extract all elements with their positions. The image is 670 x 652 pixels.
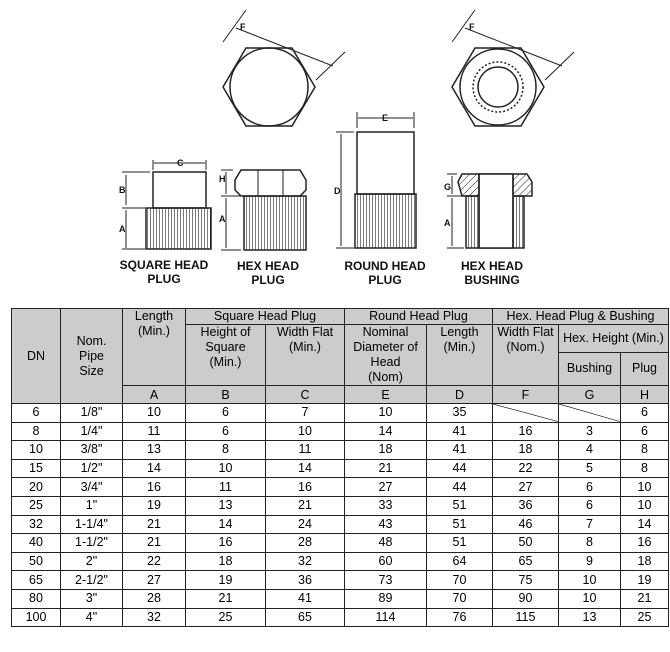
table-cell: 7 [559,515,621,534]
table-row [12,552,669,571]
caption-line: PLUG [368,273,402,287]
table-cell: 6 [12,404,61,423]
header-line: Head [370,355,401,369]
dim-label-f: F [240,22,246,32]
table-cell: 64 [427,552,493,571]
table-cell: 10 [123,404,186,423]
table-cell: 73 [345,571,427,590]
table-row [12,496,669,515]
header-height-of-square [186,325,266,386]
header-nominal-diameter [345,325,427,386]
hex-plug-top-view [223,48,315,126]
table-cell: 15 [12,459,61,478]
table-cell: 16 [186,534,266,553]
table-cell: 2-1/2" [61,571,123,590]
header-line: (Nom.) [506,340,545,354]
caption-line: HEX HEAD [460,259,523,273]
table-cell: 22 [123,552,186,571]
table-cell: 27 [345,478,427,497]
table-cell: 10 [186,459,266,478]
table-cell: 90 [493,589,559,608]
table-cell: 25 [621,608,669,627]
dim-label-d: D [334,186,341,196]
table-cell: 114 [345,608,427,627]
table-cell: 8 [186,441,266,460]
table-cell: 6 [186,404,266,423]
table-cell: 4 [559,441,621,460]
header-letter-f: F [493,386,559,404]
table-cell: 18 [186,552,266,571]
header-letter-e: E [345,386,427,404]
table-cell: 5 [559,459,621,478]
table-cell: 11 [186,478,266,497]
dim-label-e: E [382,113,389,123]
table-cell: 14 [621,515,669,534]
header-letter-b: B [186,386,266,404]
table-cell: 3/4" [61,478,123,497]
table-cell: 6 [186,422,266,441]
table-cell: 28 [266,534,345,553]
header-line: (Min.) [138,324,170,338]
table-cell: 80 [12,589,61,608]
table-row [12,589,669,608]
table-cell: 50 [493,534,559,553]
table-cell: 8 [621,441,669,460]
table-cell: 19 [621,571,669,590]
table-cell: 19 [123,496,186,515]
table-cell: 70 [427,571,493,590]
table-cell: 16 [123,478,186,497]
table-cell: 32 [123,608,186,627]
header-dn: DN [12,309,61,404]
table-cell: 1/2" [61,459,123,478]
caption-line: ROUND HEAD [344,259,426,273]
table-cell: 14 [123,459,186,478]
table-cell: 13 [559,608,621,627]
table-cell: 8 [559,534,621,553]
dim-label-g: G [444,182,452,192]
table-cell: 51 [427,515,493,534]
table-cell: 3 [559,422,621,441]
header-line: Diameter of [353,340,418,354]
table-row [12,608,669,627]
dim-label-c: C [177,158,184,168]
caption-line: HEX HEAD [236,259,299,273]
header-length-min [123,309,186,386]
caption-hex-head-bushing [442,259,542,287]
table-cell: 41 [427,441,493,460]
table-cell: 35 [427,404,493,423]
table-cell: 60 [345,552,427,571]
table-cell: 41 [266,589,345,608]
table-cell: 3" [61,589,123,608]
table-cell: 1/4" [61,422,123,441]
caption-round-head-plug [333,259,437,287]
hex-head-plug [235,170,306,196]
header-round-head-plug: Round Head Plug [345,309,493,325]
table-row [12,515,669,534]
header-line: Width Flat [276,325,334,339]
table-cell: 18 [345,441,427,460]
table-cell: 8 [12,422,61,441]
table-row [12,441,669,460]
table-cell: 11 [266,441,345,460]
table-cell: 21 [266,496,345,515]
table-cell: 16 [621,534,669,553]
table-cell: 65 [493,552,559,571]
table-cell: 6 [621,404,669,423]
table-cell: 21 [621,589,669,608]
table-cell: 44 [427,459,493,478]
header-plug: Plug [621,352,669,385]
table-cell: 10 [266,422,345,441]
header-line: (Nom) [368,370,403,384]
table-cell: 48 [345,534,427,553]
table-cell: 50 [12,552,61,571]
header-letter-g: G [559,386,621,404]
table-cell: 18 [493,441,559,460]
caption-line: SQUARE HEAD [119,258,209,272]
table-cell: 8 [621,459,669,478]
table-cell: 21 [123,515,186,534]
table-cell: 10 [621,496,669,515]
header-length-min-2 [427,325,493,386]
table-cell: 22 [493,459,559,478]
table-row [12,571,669,590]
header-square-head-plug: Square Head Plug [186,309,345,325]
table-cell: 1-1/2" [61,534,123,553]
table-cell: 32 [266,552,345,571]
table-cell: 21 [186,589,266,608]
table-cell: 33 [345,496,427,515]
table-cell: 70 [427,589,493,608]
table-cell: 89 [345,589,427,608]
table-cell: 115 [493,608,559,627]
table-cell: 27 [123,571,186,590]
caption-square-head-plug [112,258,216,286]
header-letter-c: C [266,386,345,404]
header-hex-height: Hex. Height (Min.) [559,325,669,353]
table-cell: 11 [123,422,186,441]
hex-bushing-top-view [452,48,544,126]
header-nom-pipe-size [61,309,123,404]
table-cell: 20 [12,478,61,497]
dimensions-table [11,308,669,627]
header-letter-d: D [427,386,493,404]
header-line: Height of [200,325,251,339]
dim-label-b: B [119,185,126,195]
table-cell: 10 [621,478,669,497]
table-row [12,404,669,423]
table-cell: 65 [266,608,345,627]
table-cell: 2" [61,552,123,571]
dim-label-a: A [119,224,126,234]
table-cell: 3/8" [61,441,123,460]
table-cell: 19 [186,571,266,590]
dim-label-h: H [219,174,226,184]
dim-label-a-bushing: A [444,218,451,228]
table-cell: 25 [12,496,61,515]
caption-line: PLUG [251,273,285,287]
table-cell: 51 [427,534,493,553]
header-line: Pipe [78,348,105,363]
table-cell: 36 [266,571,345,590]
dim-label-a-hex: A [219,214,226,224]
header-line: Width Flat [497,325,554,339]
table-cell: 36 [493,496,559,515]
table-cell: 51 [427,496,493,515]
header-hex-head-plug-bushing: Hex. Head Plug & Bushing [493,309,669,325]
table-row [12,422,669,441]
header-width-flat-nom [493,325,559,386]
table-cell: 13 [186,496,266,515]
table-cell: 1/8" [61,404,123,423]
square-head-plug [153,172,206,208]
table-cell: 44 [427,478,493,497]
caption-line: BUSHING [464,273,520,287]
table-cell: 28 [123,589,186,608]
table-cell: 41 [427,422,493,441]
table-cell: 10 [559,571,621,590]
header-line: (Min.) [289,340,321,354]
caption-line: PLUG [147,272,181,286]
header-line: (Min.) [443,340,476,354]
table-cell: 76 [427,608,493,627]
table-cell-na [493,404,559,423]
table-cell: 10 [345,404,427,423]
header-width-flat [266,325,345,386]
table-cell: 14 [266,459,345,478]
table-cell: 6 [621,422,669,441]
header-bushing: Bushing [559,352,621,385]
header-line: Nom. [76,333,107,348]
table-cell: 16 [266,478,345,497]
table-cell: 21 [345,459,427,478]
table-cell: 18 [621,552,669,571]
fittings-drawing [0,0,670,300]
table-cell: 6 [559,496,621,515]
dim-label-f-bushing: F [469,22,475,32]
table-cell: 7 [266,404,345,423]
table-cell: 14 [345,422,427,441]
round-head-plug [357,132,414,194]
header-line: Square [205,340,246,354]
table-cell: 21 [123,534,186,553]
header-line: Length [440,325,479,339]
table-cell: 65 [12,571,61,590]
technical-drawing [0,0,670,300]
table-cell: 46 [493,515,559,534]
table-cell: 16 [493,422,559,441]
table-body [12,404,669,627]
table-cell: 9 [559,552,621,571]
header-line: Nominal [362,325,409,339]
table-cell: 4" [61,608,123,627]
table-cell: 75 [493,571,559,590]
header-letter-a: A [123,386,186,404]
table-cell: 27 [493,478,559,497]
header-line: Size [79,363,104,378]
caption-hex-head-plug [222,259,314,287]
header-letter-h: H [621,386,669,404]
table-cell: 13 [123,441,186,460]
header-line: (Min.) [209,355,242,369]
table-cell: 40 [12,534,61,553]
table-cell: 10 [559,589,621,608]
table-cell-na [559,404,621,423]
header-line: Length [134,309,174,323]
table-cell: 43 [345,515,427,534]
table-cell: 24 [266,515,345,534]
table-row [12,534,669,553]
table-cell: 10 [12,441,61,460]
table-cell: 25 [186,608,266,627]
table-cell: 32 [12,515,61,534]
table-cell: 1-1/4" [61,515,123,534]
table-row [12,459,669,478]
table-cell: 14 [186,515,266,534]
table-cell: 100 [12,608,61,627]
table-cell: 6 [559,478,621,497]
table-row [12,478,669,497]
table-cell: 1" [61,496,123,515]
